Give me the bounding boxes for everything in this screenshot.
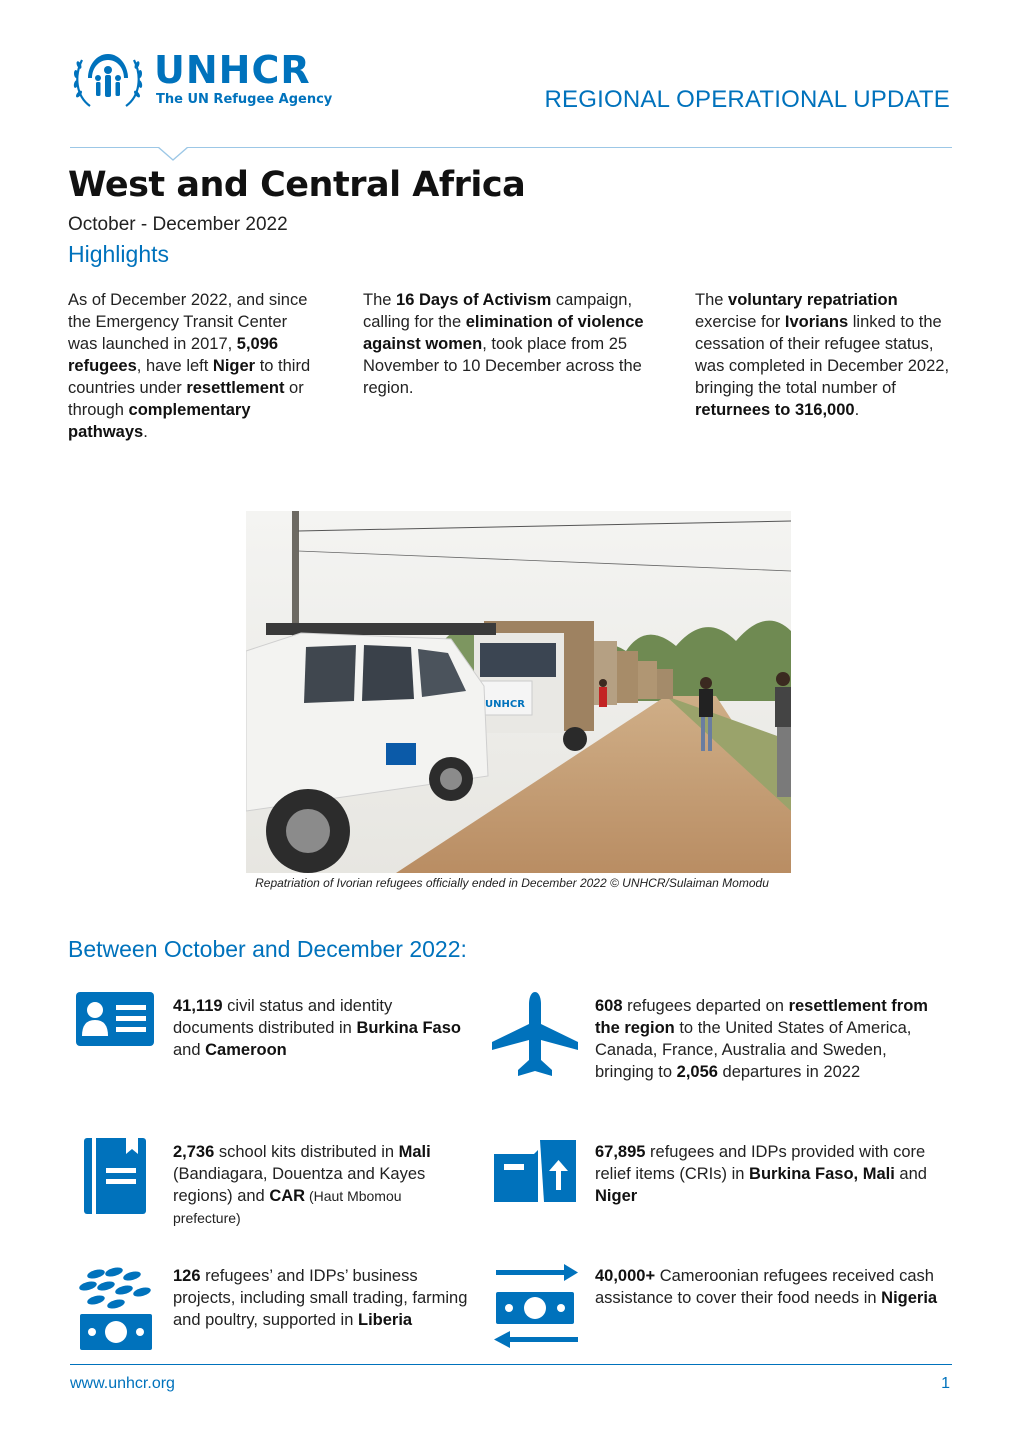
stat-school-kits-text: 2,736 school kits distributed in Mali (Bandiagara, Douentza and Kayes regions) and CAR (Haut Mbomou prefecture) [173, 1143, 431, 1226]
stat-resettlement [490, 990, 950, 1100]
stat-school-kits [76, 1138, 476, 1238]
report-type-label: REGIONAL OPERATIONAL UPDATE [544, 86, 950, 113]
core-relief-items-icon [490, 1138, 580, 1204]
footer-divider [70, 1364, 952, 1365]
unhcr-logo [70, 48, 350, 112]
page-number: 1 [941, 1375, 950, 1392]
repatriation-convoy-photo [246, 511, 791, 873]
cash-transfer-icon [490, 1262, 580, 1350]
highlights-heading: Highlights [68, 241, 169, 267]
photo-illustration [246, 511, 791, 873]
report-period: October - December 2022 [68, 214, 288, 235]
airplane-icon [490, 990, 580, 1080]
stat-cash-assistance [490, 1262, 950, 1352]
stat-resettlement-text: 608 refugees departed on resettlement from the region to the United States of America, Canada, France, Australia and Sweden, bringing to 2,056 departures in 2022 [595, 997, 928, 1081]
footer-website-link[interactable]: www.unhcr.org [70, 1375, 175, 1392]
book-icon [84, 1138, 146, 1214]
id-card-icon [76, 992, 154, 1046]
unhcr-emblem-icon [70, 48, 146, 112]
stat-core-relief-items [490, 1138, 950, 1228]
header-divider [70, 147, 952, 148]
divider-notch-icon [158, 147, 188, 163]
stat-civil-documents-text: 41,119 civil status and identity documents distributed in Burkina Faso and Cameroon [173, 997, 461, 1059]
page-title: West and Central Africa [68, 165, 526, 205]
truck-unhcr-label: UNHCR [485, 699, 525, 710]
stat-cash-assistance-text: 40,000+ Cameroonian refugees received cash assistance to cover their food needs in Nigeria [595, 1267, 938, 1307]
stat-civil-documents [76, 990, 461, 1070]
stat-business-projects-text: 126 refugees’ and IDPs’ business projects, including small trading, farming and poultry, supported in Liberia [173, 1267, 468, 1329]
period-section-heading: Between October and December 2022: [68, 936, 467, 962]
photo-caption: Repatriation of Ivorian refugees officially ended in December 2022 © UNHCR/Sulaiman Momodu [255, 876, 769, 890]
highlight-16-days-activism: The 16 Days of Activism campaign, calling for the elimination of violence against women, took place from 25 November to 10 December across the region. [363, 291, 644, 397]
logo-tagline: The UN Refugee Agency [156, 92, 333, 107]
stat-core-relief-items-text: 67,895 refugees and IDPs provided with core relief items (CRIs) in Burkina Faso, Mali and Niger [595, 1143, 927, 1205]
stat-business-projects [76, 1262, 476, 1357]
highlight-resettlement: As of December 2022, and since the Emergency Transit Center was launched in 2017, 5,096 refugees, have left Niger to third countries under resettlement or through complementary pathways. [68, 291, 311, 441]
highlight-voluntary-repatriation: The voluntary repatriation exercise for Ivorians linked to the cessation of their refugee status, was completed in December 2022, bringing the total number of returnees to 316,000. [695, 291, 950, 419]
livelihood-icon [76, 1264, 156, 1352]
logo-wordmark: UNHCR [154, 48, 311, 92]
